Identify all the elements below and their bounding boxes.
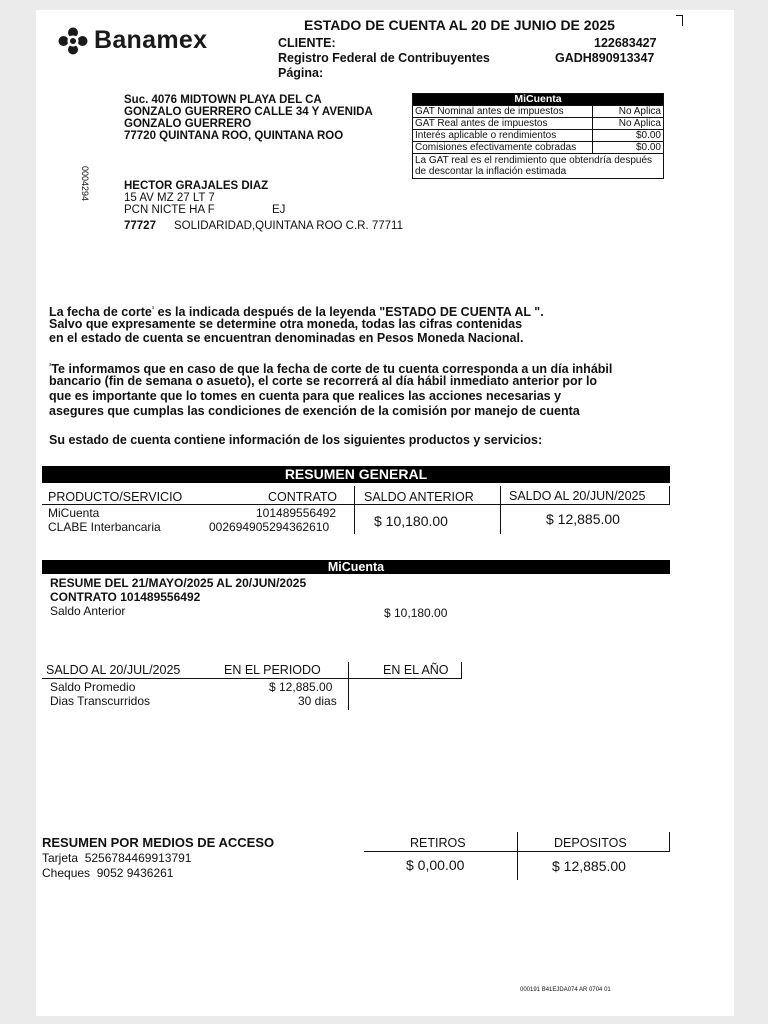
rfc-label: Registro Federal de Contribuyentes: [278, 51, 490, 65]
gat-table: [412, 93, 664, 179]
retiros-value: $ 0,00.00: [406, 857, 465, 873]
notice-p1-line-3: en el estado de cuenta se encuentran denominadas en Pesos Moneda Nacional.: [49, 331, 524, 345]
gat-row-label: Comisiones efectivamente cobradas: [413, 142, 593, 154]
footer-code: 000191 B41EJDA074 AR 0704 01: [520, 987, 611, 993]
micuenta-resume-period: RESUME DEL 21/MAYO/2025 AL 20/JUN/2025: [50, 576, 307, 590]
row-contrato-micuenta: 101489556492: [256, 506, 337, 520]
medios-col-divider: [517, 832, 518, 880]
micuenta-saldo-anterior-label: Saldo Anterior: [50, 604, 126, 618]
row-producto-micuenta: MiCuenta: [48, 506, 100, 520]
notice-p2-line-1: $^{^1}$Te informamos que en caso de que la fecha de corte de tu cuenta corresponda a un día inhábil: [49, 362, 613, 377]
resumen-col-divider: [354, 486, 355, 534]
cheques-row: [42, 866, 173, 880]
saldo-al-value: $ 12,885.00: [546, 511, 620, 527]
customer-name: HECTOR GRAJALES DIAZ: [124, 180, 269, 192]
notice-p1-line-2: Salvo que expresamente se determine otra moneda, todas las cifras contenidas: [49, 317, 523, 331]
col-contrato: CONTRATO: [268, 490, 337, 504]
notice-p3: Su estado de cuenta contiene información de los siguientes productos y servicios:: [49, 433, 543, 447]
micuenta-periodo-header: EN EL PERIODO: [224, 663, 321, 677]
gat-row: [413, 142, 664, 154]
depositos-value: $ 12,885.00: [552, 858, 626, 874]
customer-cp: 77727: [124, 220, 156, 232]
col-saldo-al: SALDO AL 20/JUN/2025: [509, 489, 646, 503]
row-contrato-clabe: 002694905294362610: [209, 520, 330, 534]
brand-name: Banamex: [94, 26, 208, 54]
gat-table-header: MiCuenta: [413, 94, 664, 106]
statement-title: ESTADO DE CUENTA AL 20 DE JUNIO DE 2025: [304, 17, 615, 33]
gat-row: [413, 106, 664, 118]
corner-mark: [676, 15, 683, 26]
gat-row-label: Interés aplicable o rendimientos: [413, 130, 593, 142]
customer-city: SOLIDARIDAD,QUINTANA ROO C.R. 77711: [174, 220, 403, 232]
medios-title: RESUMEN POR MEDIOS DE ACCESO: [42, 835, 275, 850]
gat-row: [413, 130, 664, 142]
resumen-col-divider: [669, 486, 670, 504]
micuenta-col-divider: [461, 662, 462, 678]
medios-col-divider: [669, 832, 670, 851]
gat-row-value: No Aplica: [593, 106, 664, 118]
gat-row-label: GAT Real antes de impuestos: [413, 118, 593, 130]
cliente-value: 122683427: [594, 36, 657, 50]
micuenta-saldo-header: SALDO AL 20/JUL/2025: [46, 663, 181, 677]
notice-p2-line-4: asegures que cumplas las condiciones de exención de la comisión por manejo de cuenta: [49, 404, 580, 418]
saldo-anterior-value: $ 10,180.00: [374, 513, 448, 529]
micuenta-anio-header: EN EL AÑO: [383, 663, 449, 677]
depositos-header: DEPOSITOS: [554, 836, 627, 850]
micuenta-divider: [42, 678, 462, 679]
rfc-value: GADH890913347: [555, 51, 655, 65]
banamex-logo-icon: [58, 27, 88, 55]
side-code: 0004294: [80, 166, 90, 202]
resumen-col-divider: [500, 486, 501, 534]
saldo-promedio-label: Saldo Promedio: [50, 680, 136, 694]
pagina-label: Página:: [278, 66, 324, 80]
gat-row: [413, 118, 664, 130]
cheques-label: Cheques: [42, 866, 91, 880]
col-saldo-anterior: SALDO ANTERIOR: [364, 490, 474, 504]
micuenta-header: MiCuenta: [42, 560, 670, 574]
micuenta-contrato: CONTRATO 101489556492: [50, 590, 201, 604]
notice-p2-line-3: que es importante que lo tomes en cuenta para que realices las acciones necesarias y: [49, 389, 562, 403]
col-producto: PRODUCTO/SERVICIO: [48, 490, 183, 504]
gat-row-value: $0.00: [593, 142, 664, 154]
gat-row-value: No Aplica: [593, 118, 664, 130]
dias-transcurridos-label: Dias Transcurridos: [50, 694, 151, 708]
retiros-header: RETIROS: [410, 836, 466, 850]
tarjeta-row: [42, 851, 191, 865]
row-producto-clabe: CLABE Interbancaria: [48, 520, 161, 534]
notice-p1-line-1: La fecha de corte$^{^1}$ es la indicada después de la leyenda "ESTADO DE CUENTA AL ".: [49, 305, 544, 320]
branch-line-1: Suc. 4076 MIDTOWN PLAYA DEL CA: [124, 94, 322, 106]
banamex-logo: [58, 26, 207, 55]
customer-colony-suffix: EJ: [272, 204, 286, 216]
tarjeta-value: 5256784469913791: [84, 851, 192, 865]
statement-page: [36, 10, 734, 1016]
gat-row-value: $0.00: [593, 130, 664, 142]
customer-colony: PCN NICTE HA F: [124, 204, 215, 216]
branch-line-2: GONZALO GUERRERO CALLE 34 Y AVENIDA: [124, 106, 373, 118]
saldo-promedio-value: $ 12,885.00: [269, 680, 333, 694]
micuenta-saldo-anterior-value: $ 10,180.00: [384, 606, 448, 620]
customer-street: 15 AV MZ 27 LT 7: [124, 192, 215, 204]
branch-line-4: 77720 QUINTANA ROO, QUINTANA ROO: [124, 130, 344, 142]
cheques-value: 9052 9436261: [96, 866, 174, 880]
dias-transcurridos-value: 30 dias: [298, 694, 337, 708]
resumen-divider: [42, 504, 670, 505]
gat-row-label: GAT Nominal antes de impuestos: [413, 106, 593, 118]
micuenta-col-divider: [348, 662, 349, 710]
resumen-general-header: RESUMEN GENERAL: [42, 466, 670, 483]
tarjeta-label: Tarjeta: [42, 851, 79, 865]
cliente-label: CLIENTE:: [278, 36, 336, 50]
gat-note: La GAT real es el rendimiento que obtendría después de descontar la inflación estimada: [413, 154, 664, 179]
notice-p2-line-2: bancario (fin de semana o asueto), el corte se recorrerá al día hábil inmediato anterior por lo: [49, 374, 598, 388]
branch-line-3: GONZALO GUERRERO: [124, 118, 252, 130]
